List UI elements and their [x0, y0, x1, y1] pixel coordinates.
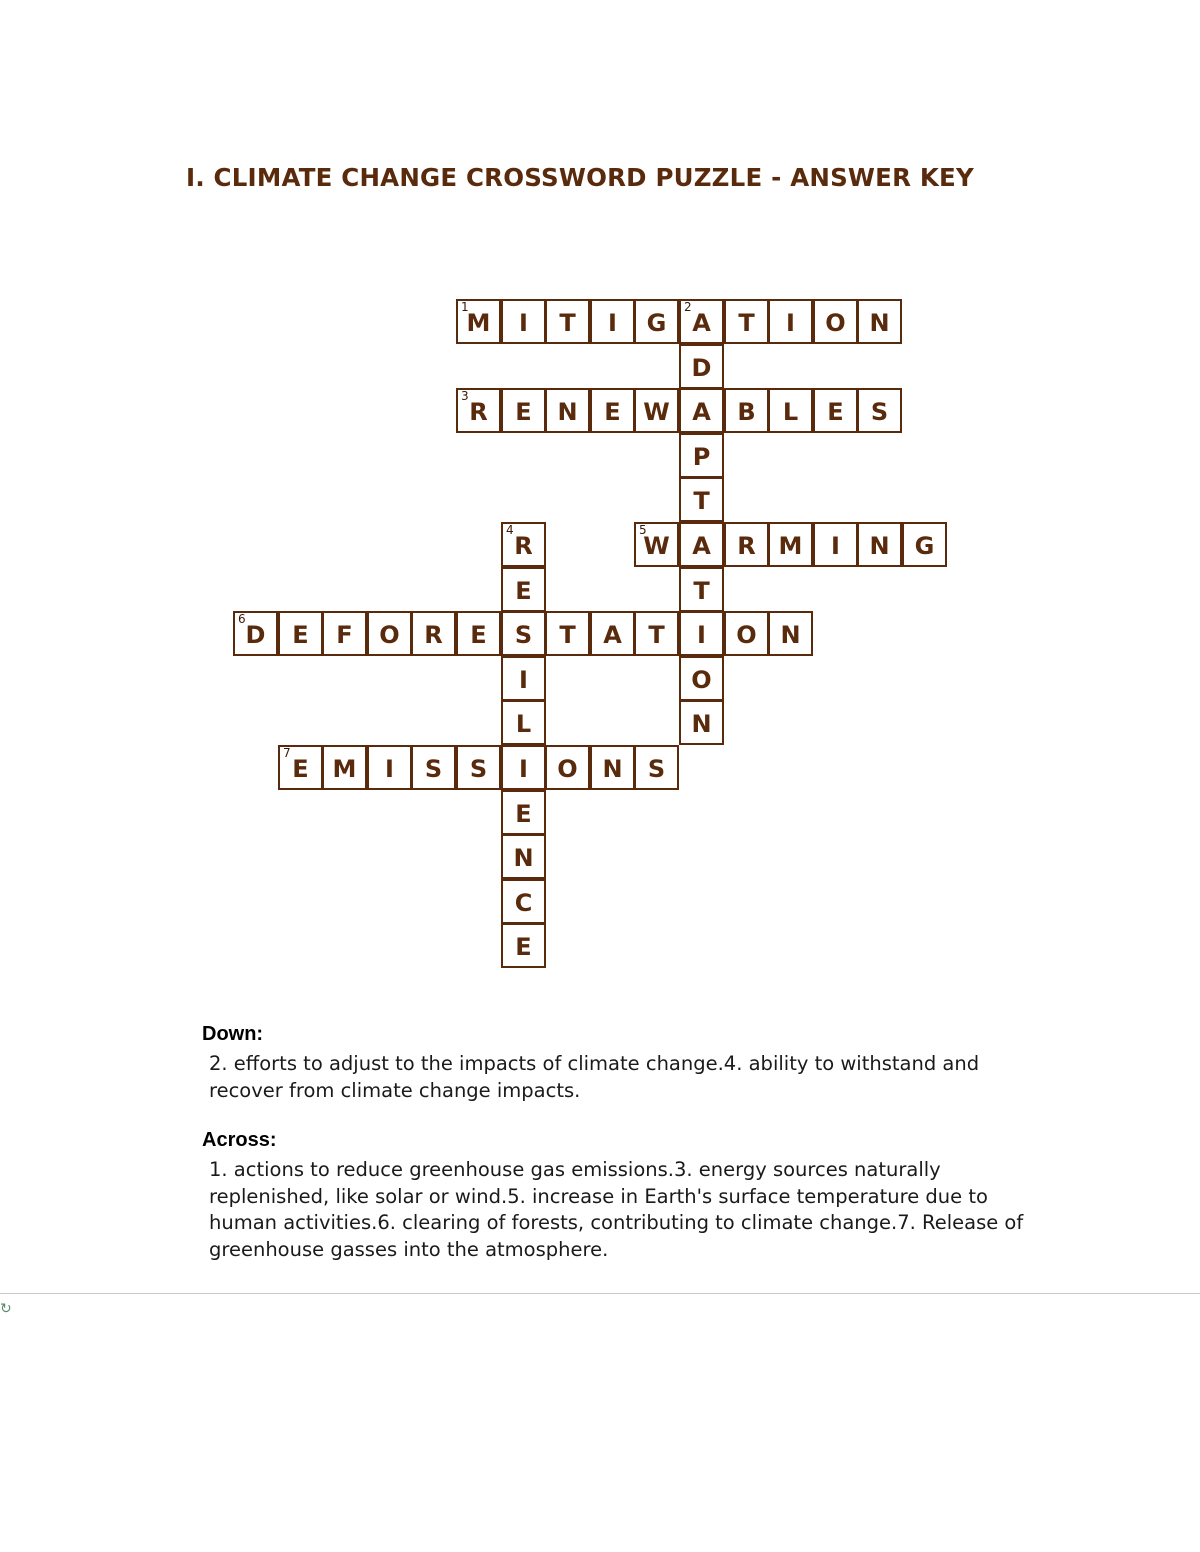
cell-letter: N — [691, 709, 712, 738]
cell-letter: I — [519, 308, 528, 337]
clue-number: 3 — [461, 389, 469, 403]
cell-letter: N — [869, 531, 890, 560]
cell-letter: W — [643, 397, 670, 426]
crossword-cell — [768, 299, 813, 344]
cell-letter: N — [557, 397, 578, 426]
crossword-cell — [278, 745, 323, 790]
crossword-cell — [813, 388, 858, 433]
down-clues: 2. efforts to adjust to the impacts of climate change.4. ability to withstand and recover from climate change impacts. — [209, 1052, 980, 1102]
crossword-cell — [768, 388, 813, 433]
crossword-cell — [590, 745, 635, 790]
cell-letter: I — [831, 531, 840, 560]
cell-letter: O — [557, 754, 578, 783]
cell-letter: O — [736, 620, 757, 649]
cell-letter: E — [515, 799, 532, 828]
cell-letter: G — [646, 308, 667, 337]
crossword-cell — [501, 567, 546, 612]
crossword-cell — [590, 299, 635, 344]
crossword-cell — [679, 388, 724, 433]
cell-letter: I — [519, 754, 528, 783]
page-title: I. CLIMATE CHANGE CROSSWORD PUZZLE - ANSWER KEY — [186, 163, 974, 192]
cell-letter: E — [515, 397, 532, 426]
cell-letter: S — [469, 754, 488, 783]
across-heading: Across: — [202, 1129, 277, 1151]
cell-letter: I — [519, 665, 528, 694]
down-heading: Down: — [202, 1023, 264, 1045]
cell-letter: E — [827, 397, 844, 426]
crossword-cell — [590, 611, 635, 656]
crossword-cell — [679, 611, 724, 656]
cell-letter: I — [608, 308, 617, 337]
cell-letter: I — [697, 620, 706, 649]
crossword-cell — [501, 700, 546, 745]
crossword-cell — [724, 299, 769, 344]
crossword-cell — [501, 611, 546, 656]
crossword-cell — [501, 656, 546, 701]
cell-letter: O — [691, 665, 712, 694]
crossword-cell — [501, 923, 546, 968]
cell-letter: D — [245, 620, 266, 649]
crossword-cell — [278, 611, 323, 656]
crossword-cell — [501, 299, 546, 344]
crossword-cell — [634, 299, 679, 344]
cell-letter: E — [604, 397, 621, 426]
crossword-cell — [501, 834, 546, 879]
crossword-cell — [857, 299, 902, 344]
crossword-cell — [456, 745, 501, 790]
crossword-cell — [634, 522, 679, 567]
cell-letter: P — [692, 442, 711, 471]
crossword-cell — [456, 611, 501, 656]
cell-letter: S — [870, 397, 889, 426]
crossword-cell — [545, 745, 590, 790]
refresh-icon: ↻ — [0, 1301, 12, 1317]
crossword-cell — [724, 388, 769, 433]
crossword-cell — [634, 388, 679, 433]
crossword-cell — [545, 388, 590, 433]
cell-letter: I — [786, 308, 795, 337]
cell-letter: A — [692, 531, 711, 560]
crossword-cell — [679, 522, 724, 567]
crossword-cell — [857, 522, 902, 567]
clue-number: 6 — [238, 612, 246, 626]
crossword-cell — [501, 745, 546, 790]
cell-letter: M — [466, 308, 491, 337]
page-divider — [0, 1293, 1200, 1294]
cell-letter: M — [778, 531, 803, 560]
cell-letter: B — [737, 397, 756, 426]
cell-letter: T — [648, 620, 665, 649]
crossword-cell — [501, 388, 546, 433]
crossword-cell — [724, 611, 769, 656]
crossword-cell — [679, 433, 724, 478]
cell-letter: T — [559, 620, 576, 649]
crossword-cell — [679, 344, 724, 389]
cell-letter: S — [514, 620, 533, 649]
cell-letter: E — [515, 576, 532, 605]
crossword-cell — [679, 477, 724, 522]
crossword-cell — [501, 879, 546, 924]
crossword-cell — [456, 299, 501, 344]
clue-number: 1 — [461, 300, 469, 314]
crossword-cell — [545, 611, 590, 656]
crossword-cell — [768, 522, 813, 567]
crossword-cell — [679, 700, 724, 745]
cell-letter: O — [825, 308, 846, 337]
crossword-cell — [501, 522, 546, 567]
cell-letter: T — [693, 486, 710, 515]
crossword-cell — [679, 567, 724, 612]
crossword-cell — [857, 388, 902, 433]
cell-letter: A — [692, 397, 711, 426]
cell-letter: A — [692, 308, 711, 337]
crossword-cell — [679, 299, 724, 344]
clue-number: 7 — [283, 746, 291, 760]
cell-letter: T — [559, 308, 576, 337]
crossword-cell — [233, 611, 278, 656]
cell-letter: A — [603, 620, 622, 649]
crossword-cell — [322, 745, 367, 790]
cell-letter: E — [292, 620, 309, 649]
cell-letter: S — [647, 754, 666, 783]
cell-letter: C — [514, 888, 533, 917]
crossword-cell — [411, 745, 456, 790]
crossword-cell — [902, 522, 947, 567]
clue-number: 2 — [684, 300, 692, 314]
cell-letter: L — [782, 397, 799, 426]
across-clues: 1. actions to reduce greenhouse gas emissions.3. energy sources naturally replenished, like solar or wind.5. increase in Earth's surface temperature due to human activities.6. clearing of forests, contributing to climate change.7. Release of greenhouse gasses into the atmosphere. — [209, 1158, 1024, 1261]
cell-letter: M — [332, 754, 357, 783]
clue-number: 4 — [506, 523, 514, 537]
cell-letter: F — [336, 620, 353, 649]
cell-letter: R — [469, 397, 488, 426]
cell-letter: N — [780, 620, 801, 649]
cell-letter: E — [470, 620, 487, 649]
cell-letter: T — [693, 576, 710, 605]
crossword-cell — [501, 790, 546, 835]
cell-letter: T — [738, 308, 755, 337]
cell-letter: G — [914, 531, 935, 560]
cell-letter: E — [292, 754, 309, 783]
crossword-cell — [813, 299, 858, 344]
crossword-cell — [679, 656, 724, 701]
crossword-cell — [367, 745, 412, 790]
cell-letter: D — [691, 353, 712, 382]
crossword-cell — [545, 299, 590, 344]
crossword-cell — [590, 388, 635, 433]
cell-letter: N — [513, 843, 534, 872]
cell-letter: N — [869, 308, 890, 337]
cell-letter: R — [737, 531, 756, 560]
clue-number: 5 — [639, 523, 647, 537]
cell-letter: I — [385, 754, 394, 783]
cell-letter: O — [379, 620, 400, 649]
cell-letter: L — [515, 709, 532, 738]
cell-letter: W — [643, 531, 670, 560]
crossword-cell — [367, 611, 412, 656]
cell-letter: S — [424, 754, 443, 783]
crossword-cell — [634, 745, 679, 790]
crossword-cell — [724, 522, 769, 567]
crossword-cell — [768, 611, 813, 656]
crossword-cell — [634, 611, 679, 656]
crossword-cell — [456, 388, 501, 433]
cell-letter: R — [424, 620, 443, 649]
cell-letter: R — [514, 531, 533, 560]
cell-letter: N — [602, 754, 623, 783]
crossword-cell — [322, 611, 367, 656]
crossword-cell — [813, 522, 858, 567]
crossword-cell — [411, 611, 456, 656]
cell-letter: E — [515, 932, 532, 961]
